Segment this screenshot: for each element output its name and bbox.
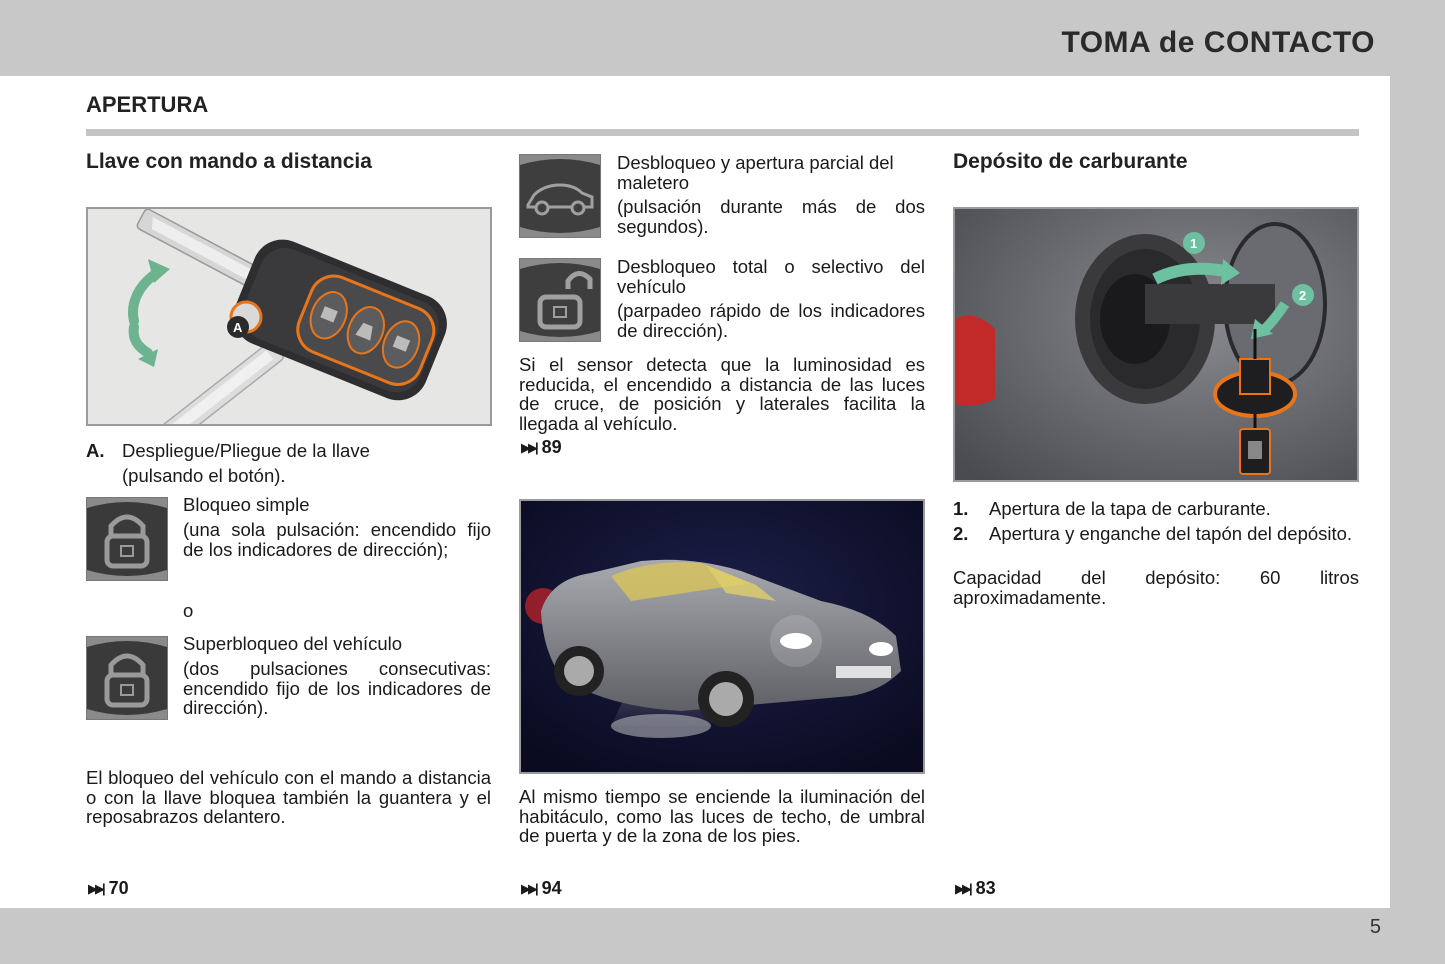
lock-note: El bloqueo del vehículo con el mando a distancia o con la llave bloquea también la guantera y el reposabrazos delantero. bbox=[86, 767, 491, 827]
next-page-icon: ▶▶| bbox=[955, 880, 970, 896]
fuel-label-1: 1 bbox=[1190, 236, 1198, 251]
or-text: o bbox=[183, 600, 194, 621]
next-page-icon: ▶▶| bbox=[521, 439, 536, 455]
item-a-line1: Despliegue/Pliegue de la llave bbox=[122, 440, 370, 461]
page-ref-83[interactable] bbox=[955, 878, 996, 899]
superlock-title: Superbloqueo del vehículo bbox=[183, 633, 403, 654]
section-title: APERTURA bbox=[86, 92, 209, 117]
fuel-step-1 bbox=[953, 499, 1359, 519]
page-ref-70-number: 70 bbox=[108, 878, 129, 898]
page-ref-89-number: 89 bbox=[541, 437, 562, 457]
page-ref-70[interactable] bbox=[88, 878, 129, 899]
item-a-line2: (pulsando el botón). bbox=[122, 465, 286, 486]
remote-key-heading: Llave con mando a distancia bbox=[86, 150, 372, 173]
page-number: 5 bbox=[1369, 916, 1381, 938]
superlock-button-icon bbox=[86, 636, 168, 720]
fuel-tank-heading: Depósito de carburante bbox=[953, 150, 1188, 173]
fuel-label-2: 2 bbox=[1299, 288, 1307, 303]
item-a bbox=[86, 438, 496, 488]
fuel-step-1-text: Apertura de la tapa de carburante. bbox=[989, 498, 1271, 519]
unlock-title: Desbloqueo total o selectivo del vehículo bbox=[617, 256, 925, 297]
page-ref-94[interactable] bbox=[521, 878, 562, 899]
fuel-cap-figure bbox=[953, 207, 1359, 482]
page-ref-83-number: 83 bbox=[975, 878, 996, 898]
fuel-step-2-marker: 2. bbox=[953, 523, 969, 544]
section-divider bbox=[86, 129, 1359, 136]
fuel-capacity: Capacidad del depósito: 60 litros aproximadamente. bbox=[953, 567, 1359, 608]
fuel-step-1-marker: 1. bbox=[953, 498, 969, 519]
lock-button-icon bbox=[86, 497, 168, 581]
chapter-title: TOMA de CONTACTO bbox=[1061, 26, 1375, 59]
lock-simple-desc: (una sola pulsación: encendido fijo de los indicadores de dirección); bbox=[183, 519, 491, 560]
unlock-button-icon bbox=[519, 258, 601, 342]
boot-desc: (pulsación durante más de dos segundos). bbox=[617, 196, 925, 237]
lights-caption: Al mismo tiempo se enciende la iluminación del habitáculo, como las luces de techo, de umbral de puerta y de la zona de los pies. bbox=[519, 786, 925, 846]
boot-button-icon bbox=[519, 154, 601, 238]
fuel-step-2 bbox=[953, 524, 1359, 544]
sensor-text: Si el sensor detecta que la luminosidad es reducida, el encendido a distancia de las luces de cruce, de posición y laterales facilita la llegada al vehículo. bbox=[519, 354, 925, 434]
key-label-a: A bbox=[233, 320, 243, 335]
car-lights-figure bbox=[519, 499, 925, 774]
next-page-icon: ▶▶| bbox=[521, 880, 536, 896]
page-ref-94-number: 94 bbox=[541, 878, 562, 898]
unlock-desc: (parpadeo rápido de los indicadores de dirección). bbox=[617, 300, 925, 341]
superlock-desc: (dos pulsaciones consecutivas: encendido fijo de los indicadores de dirección). bbox=[183, 658, 491, 718]
page-ref-89[interactable] bbox=[521, 437, 562, 458]
fuel-step-2-text: Apertura y enganche del tapón del depósito. bbox=[989, 523, 1353, 544]
item-a-marker: A. bbox=[86, 440, 105, 461]
boot-title: Desbloqueo y apertura parcial del maletero bbox=[617, 152, 894, 193]
lock-simple-title: Bloqueo simple bbox=[183, 494, 310, 515]
key-figure bbox=[86, 207, 492, 426]
next-page-icon: ▶▶| bbox=[88, 880, 103, 896]
